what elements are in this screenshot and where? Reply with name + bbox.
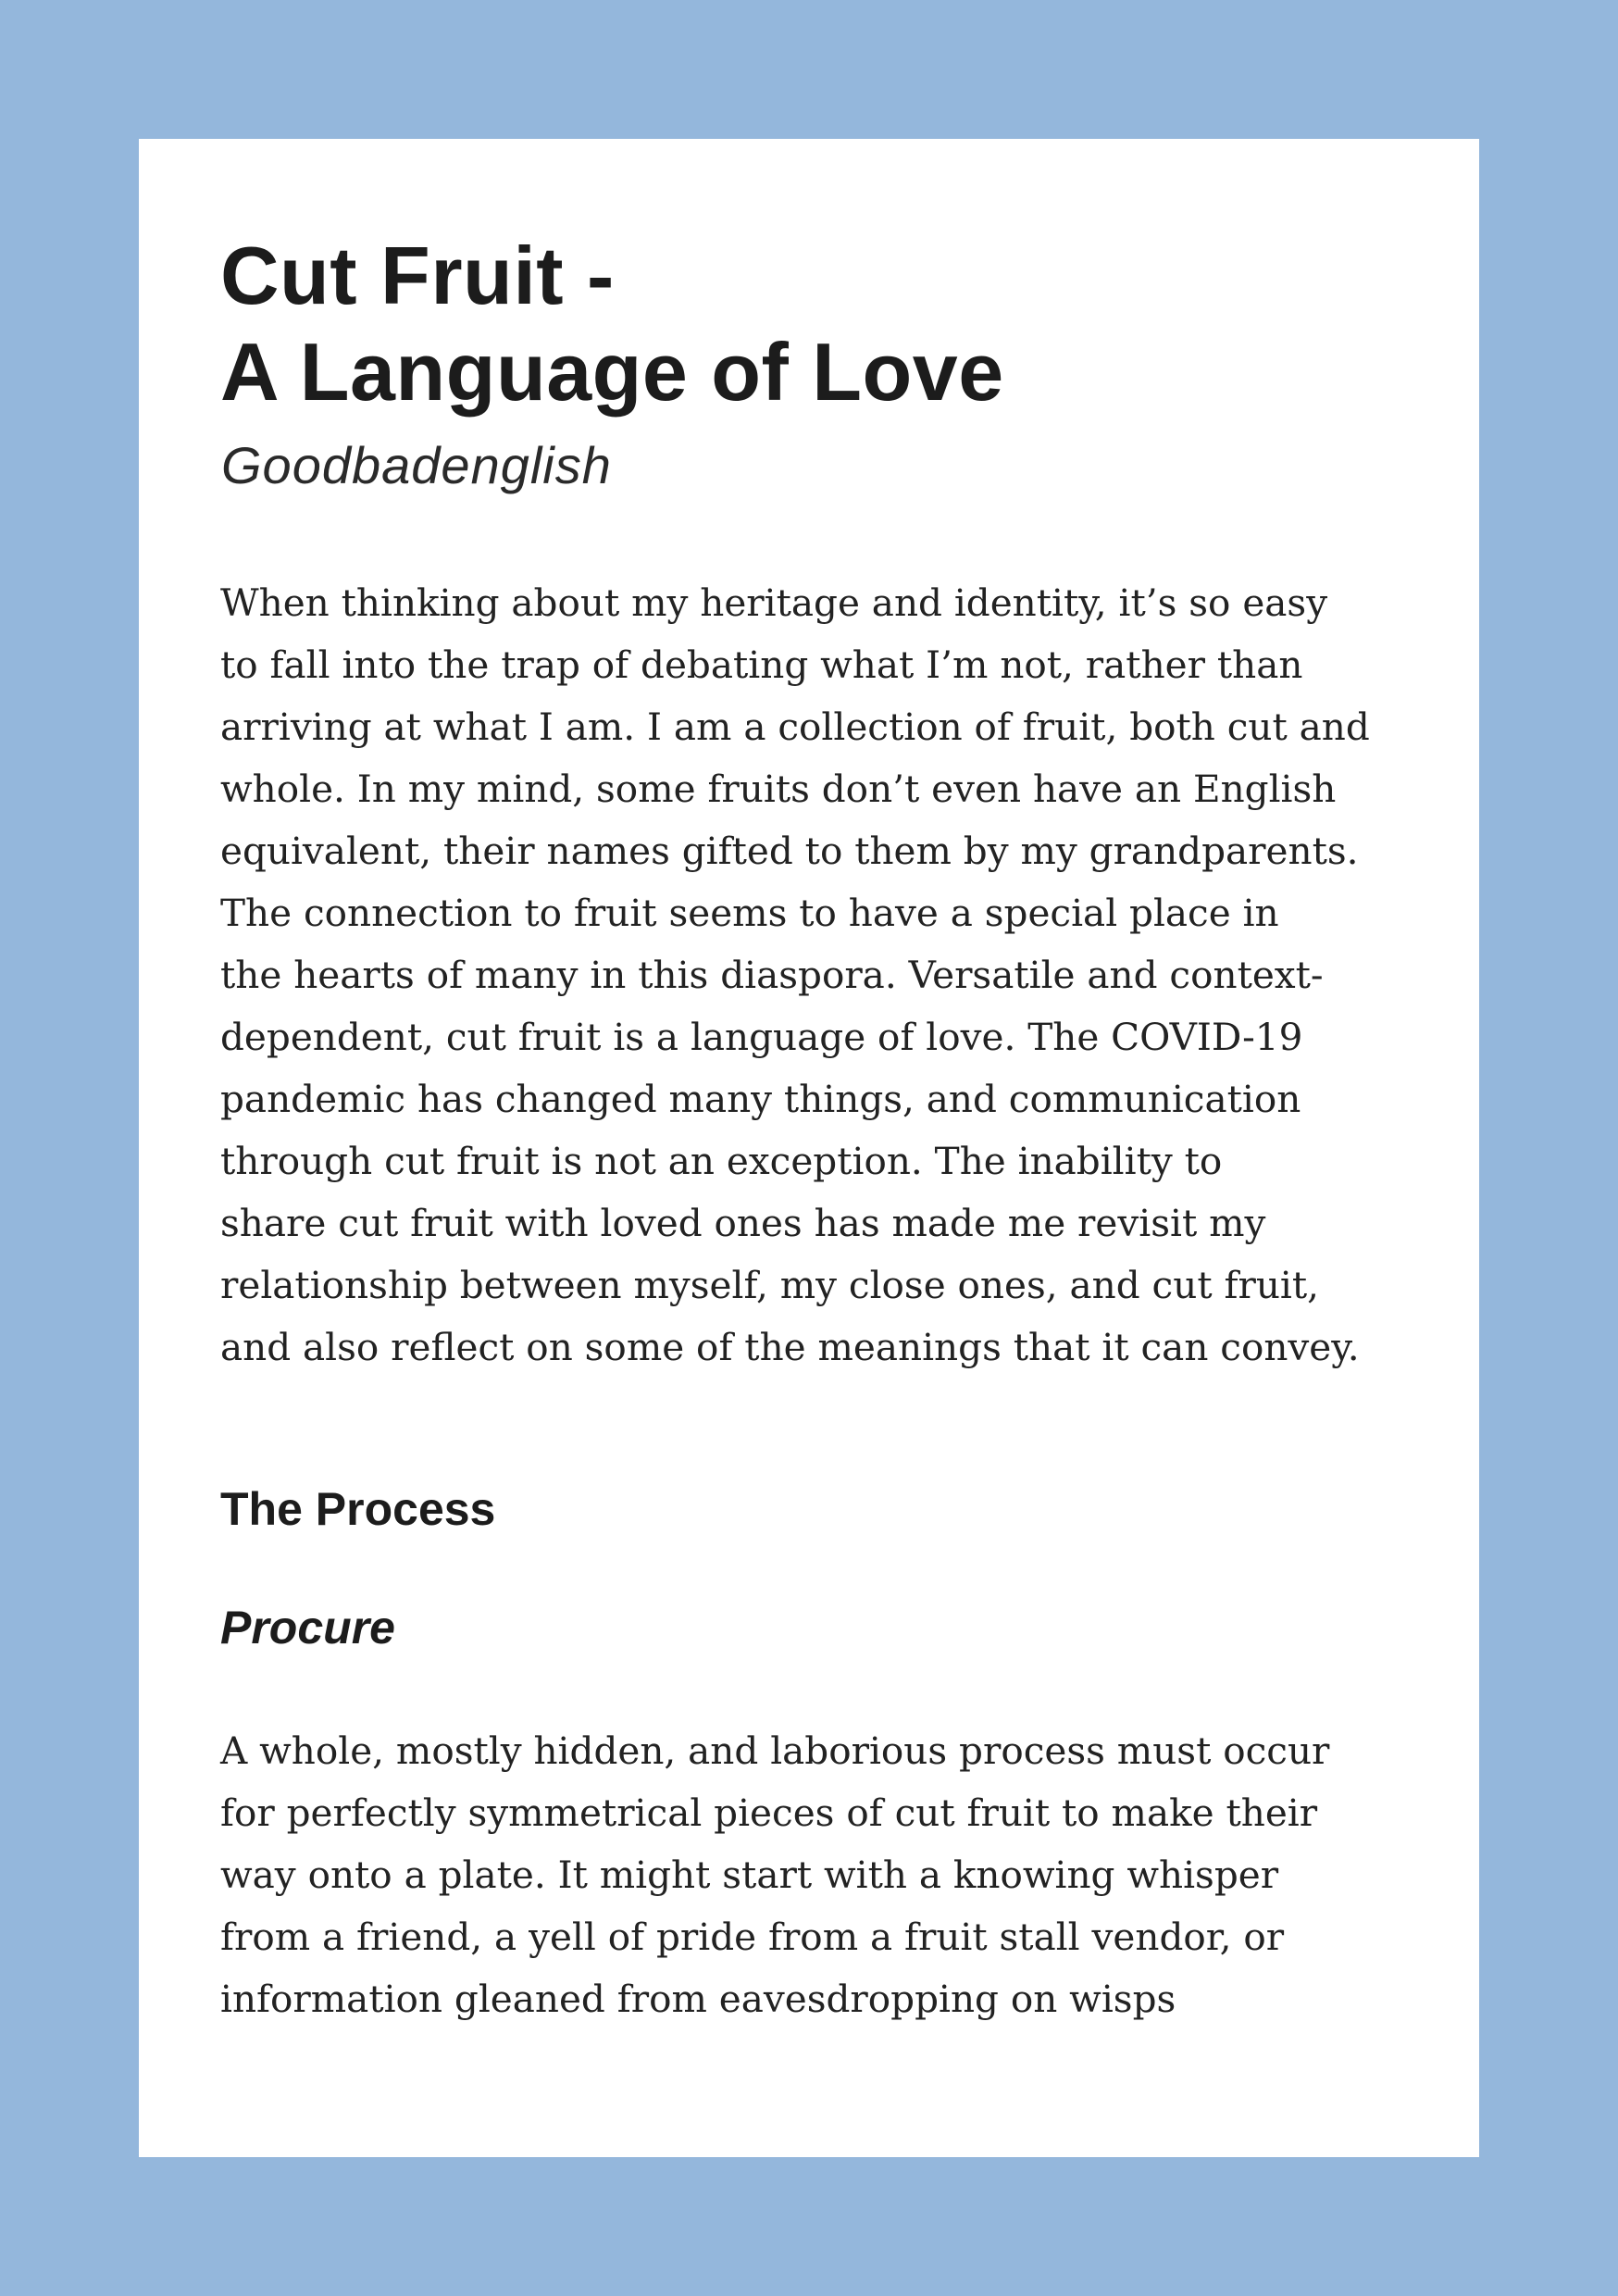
text-line: and also reflect on some of the meanings that it can convey. [220,1325,1360,1369]
title-line: Cut Fruit - [220,230,615,321]
text-line: from a friend, a yell of pride from a fruit stall vendor, or [220,1915,1285,1959]
text-line: through cut fruit is not an exception. The inability to [220,1139,1223,1183]
text-line: to fall into the trap of debating what I’m not, rather than [220,643,1303,687]
text-line: dependent, cut fruit is a language of love. The COVID-19 [220,1015,1303,1059]
text-line: way onto a plate. It might start with a knowing whisper [220,1853,1279,1897]
text-line: information gleaned from eavesdropping on wisps [220,1977,1176,2021]
intro-paragraph [220,572,1370,1379]
procure-paragraph [220,1720,1329,2030]
text-line: When thinking about my heritage and identity, it’s so easy [220,580,1328,625]
text-line: whole. In my mind, some fruits don’t even have an English [220,767,1337,811]
section-heading: The Process [220,1483,496,1535]
text-line: The connection to fruit seems to have a special place in [220,891,1279,935]
document-title [220,228,1004,420]
text-line: relationship between myself, my close ones, and cut fruit, [220,1263,1319,1307]
title-line: A Language of Love [220,326,1004,418]
subsection-heading: Procure [220,1602,395,1653]
text-line: the hearts of many in this diaspora. Versatile and context- [220,953,1324,997]
text-line: pandemic has changed many things, and communication [220,1077,1301,1121]
text-line: share cut fruit with loved ones has made me revisit my [220,1201,1266,1245]
text-line: A whole, mostly hidden, and laborious process must occur [220,1728,1330,1773]
text-line: equivalent, their names gifted to them by my grandparents. [220,829,1359,873]
text-line: arriving at what I am. I am a collection of fruit, both cut and [220,705,1370,749]
text-line: for perfectly symmetrical pieces of cut fruit to make their [220,1791,1318,1835]
document-page [139,139,1479,2157]
author-name: Goodbadenglish [221,436,612,494]
